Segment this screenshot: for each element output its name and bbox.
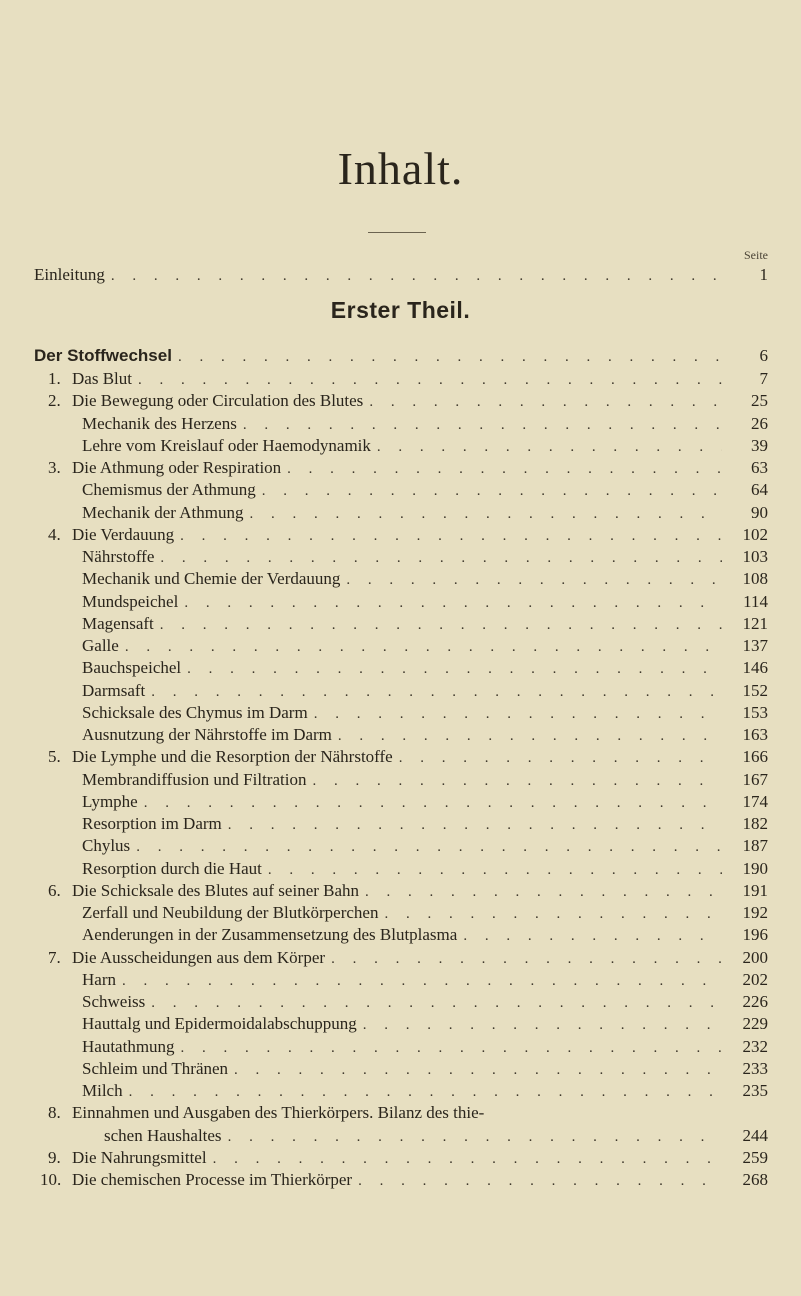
toc-entry-page: 192 <box>742 903 768 922</box>
leader-dots <box>111 265 722 287</box>
toc-entry[interactable] <box>82 902 768 924</box>
toc-entry-page: 152 <box>742 680 768 700</box>
toc-entry-label: Ausnutzung der Nährstoffe im Darm <box>82 725 332 744</box>
leader-dots <box>262 480 722 502</box>
leader-dots <box>178 346 722 368</box>
toc-section-page: 6 <box>759 346 768 365</box>
toc-entry-page: 64 <box>751 480 768 500</box>
toc-entry[interactable] <box>82 969 768 991</box>
toc-entry-continuation[interactable] <box>104 1125 768 1147</box>
leader-dots <box>129 1081 722 1103</box>
leader-dots <box>213 1148 722 1170</box>
toc-entry-page: 7 <box>759 369 768 388</box>
toc-entry-label: Das Blut <box>72 369 132 388</box>
toc-entry-page: 196 <box>742 925 768 945</box>
leader-dots <box>228 1126 722 1148</box>
toc-entry-number: 7. <box>48 947 61 967</box>
toc-entry-page: 26 <box>751 413 768 433</box>
toc-entry-label: Chemismus der Athmung <box>82 480 256 500</box>
toc-entry-label: Harn <box>82 969 116 989</box>
toc-entry-label: schen Haushaltes <box>104 1125 222 1145</box>
toc-entry[interactable] <box>82 502 768 524</box>
leader-dots <box>338 725 722 747</box>
toc-entry[interactable] <box>48 368 768 390</box>
toc-entry-label: Zerfall und Neubildung der Blutkörperchen <box>82 903 379 922</box>
toc-entry-page: 137 <box>742 636 768 655</box>
toc-entry[interactable] <box>82 657 768 679</box>
toc-entry-intro[interactable] <box>34 264 768 286</box>
toc-entry-label: Lymphe <box>82 791 138 811</box>
toc-entry-label: Membrandiffusion und Filtration <box>82 769 307 789</box>
toc-entry[interactable] <box>82 1058 768 1080</box>
toc-entry[interactable] <box>82 724 768 746</box>
leader-dots <box>144 792 722 814</box>
toc-entry-page: 187 <box>742 836 768 856</box>
leader-dots <box>312 770 722 792</box>
leader-dots <box>377 436 722 458</box>
toc-entry-page: 166 <box>742 747 768 767</box>
leader-dots <box>384 903 722 925</box>
page-column-label: Seite <box>744 248 768 262</box>
toc-entry[interactable] <box>82 835 768 857</box>
toc-entry-page: 232 <box>742 1036 768 1056</box>
toc-entry-label: Die Verdauung <box>72 524 175 544</box>
toc-entry[interactable] <box>48 1102 768 1124</box>
toc-entry[interactable] <box>48 1147 768 1169</box>
toc-entry[interactable] <box>82 435 768 457</box>
toc-entry-number: 8. <box>48 1103 61 1123</box>
leader-dots <box>358 1170 722 1192</box>
page-title: Inhalt. <box>337 143 464 194</box>
toc-entry-page: 167 <box>742 769 768 789</box>
toc-entry-page: 226 <box>742 992 768 1011</box>
toc-entry-label: Galle <box>82 636 119 655</box>
leader-dots <box>180 525 722 547</box>
toc-entry-label: Mechanik des Herzens <box>82 413 237 433</box>
toc-entry-number: 2. <box>48 391 61 411</box>
leader-dots <box>181 1037 722 1059</box>
toc-entry-label: Lehre vom Kreislauf oder Haemodynamik <box>82 435 371 455</box>
toc-entry-label: Milch <box>82 1081 123 1100</box>
leader-dots <box>125 636 722 658</box>
toc-entry-page: 174 <box>742 791 768 811</box>
leader-dots <box>331 948 722 970</box>
toc-entry-label: Mundspeichel <box>82 591 179 611</box>
toc-entry-page: 244 <box>742 1125 768 1145</box>
toc-entry-page: 114 <box>743 591 768 611</box>
toc-entry-number: 5. <box>48 747 61 767</box>
toc-entry-page: 202 <box>742 969 768 989</box>
toc-section-label: Der Stoffwechsel <box>34 346 172 365</box>
toc-entry-label: Resorption im Darm <box>82 814 222 833</box>
toc-entry[interactable] <box>82 702 768 724</box>
leader-dots <box>138 369 722 391</box>
toc-entry[interactable] <box>82 613 768 635</box>
toc-entry-page: 146 <box>742 658 768 678</box>
toc-entry[interactable] <box>48 880 768 902</box>
toc-entry[interactable] <box>82 591 768 613</box>
toc-entry-label: Die Athmung oder Respiration <box>72 458 282 477</box>
toc-entry-number: 6. <box>48 880 61 900</box>
toc-entry-label: Die chemischen Processe im Thierkörper <box>72 1170 353 1189</box>
toc-entry[interactable] <box>82 769 768 791</box>
toc-entry[interactable] <box>82 791 768 813</box>
toc-entry[interactable] <box>82 568 768 590</box>
leader-dots <box>365 881 722 903</box>
leader-dots <box>346 569 722 591</box>
toc-entry[interactable] <box>48 390 768 412</box>
toc-entry-label: Chylus <box>82 836 131 856</box>
toc-entry-page: 102 <box>742 524 768 544</box>
leader-dots <box>151 681 722 703</box>
toc-entry[interactable] <box>82 1013 768 1035</box>
leader-dots <box>184 592 722 614</box>
toc-entry-label: Hauttalg und Epidermoidalabschuppung <box>82 1014 357 1034</box>
toc-entry-page: 153 <box>742 702 768 722</box>
toc-entry-page: 190 <box>742 858 768 878</box>
toc-entry-label: Schweiss <box>82 992 146 1011</box>
toc-entry-page: 163 <box>742 725 768 744</box>
toc-entry-label: Die Bewegung oder Circulation des Blutes <box>72 391 364 411</box>
toc-entry-label: Mechanik und Chemie der Verdauung <box>82 569 341 589</box>
toc-entry-page: 63 <box>751 458 768 477</box>
leader-dots <box>249 503 722 525</box>
toc-entry[interactable] <box>82 1080 768 1102</box>
leader-dots <box>160 547 722 569</box>
leader-dots <box>122 970 722 992</box>
toc-entry-label: Schleim und Thränen <box>82 1058 229 1078</box>
toc-entry-number: 1. <box>48 369 61 388</box>
leader-dots <box>287 458 722 480</box>
leader-dots <box>268 859 722 881</box>
part-heading: Erster Theil. <box>330 297 471 323</box>
leader-dots <box>136 836 722 858</box>
toc-entry-label: Darmsaft <box>82 680 146 700</box>
leader-dots <box>363 1014 722 1036</box>
toc-entry-page: 1 <box>759 265 768 284</box>
toc-entry-page: 259 <box>742 1147 768 1167</box>
toc-entry-label: Resorption durch die Haut <box>82 858 262 878</box>
toc-entry-page: 200 <box>742 947 768 967</box>
toc-entry[interactable] <box>48 947 768 969</box>
toc-entry-number: 3. <box>48 458 61 477</box>
toc-entry-label: Schicksale des Chymus im Darm <box>82 702 308 722</box>
toc-entry[interactable] <box>82 413 768 435</box>
leader-dots <box>187 658 722 680</box>
toc-entry[interactable] <box>40 1169 768 1191</box>
toc-entry-page: 25 <box>751 391 768 411</box>
toc-entry-number: 4. <box>48 524 61 544</box>
toc-section-stoffwechsel[interactable] <box>34 345 768 367</box>
toc-entry-page: 108 <box>742 569 768 589</box>
toc-entry-number: 10. <box>40 1170 62 1189</box>
toc-entry[interactable] <box>48 746 768 768</box>
toc-entry-label: Mechanik der Athmung <box>82 502 244 522</box>
leader-dots <box>314 703 722 725</box>
toc-entry[interactable] <box>48 457 768 479</box>
toc-entry-label: Die Lymphe und die Resorption der Nährstoffe <box>72 747 393 767</box>
leader-dots <box>243 414 722 436</box>
leader-dots <box>463 925 722 947</box>
toc-entry[interactable] <box>82 1036 768 1058</box>
leader-dots <box>399 747 722 769</box>
toc-entry-label: Hautathmung <box>82 1036 175 1056</box>
leader-dots <box>369 391 722 413</box>
toc-entry[interactable] <box>82 680 768 702</box>
toc-entry[interactable] <box>82 991 768 1013</box>
toc-entry-page: 90 <box>751 502 768 522</box>
toc-entry-page: 182 <box>742 814 768 833</box>
leader-dots <box>234 1059 722 1081</box>
toc-entry[interactable] <box>82 546 768 568</box>
toc-entry-label: Nährstoffe <box>82 547 155 566</box>
toc-entry-label: Aenderungen in der Zusammensetzung des Blutplasma <box>82 925 458 945</box>
toc-entry-label: Die Schicksale des Blutes auf seiner Bahn <box>72 880 360 900</box>
toc-entry-page: 268 <box>742 1170 768 1189</box>
toc-entry-page: 229 <box>742 1014 768 1034</box>
toc-entry-page: 235 <box>742 1081 768 1100</box>
toc-entry-page: 103 <box>742 547 768 566</box>
toc-entry[interactable] <box>48 524 768 546</box>
toc-entry-label: Einnahmen und Ausgaben des Thierkörpers. Bilanz des thie- <box>72 1103 485 1123</box>
toc-entry-page: 121 <box>742 613 768 633</box>
leader-dots <box>160 614 722 636</box>
toc-entry[interactable] <box>82 813 768 835</box>
toc-entry-page: 191 <box>742 880 768 900</box>
title-divider <box>368 232 426 233</box>
toc-entry-label: Bauchspeichel <box>82 658 182 678</box>
leader-dots <box>151 992 722 1014</box>
toc-entry-label: Die Nahrungsmittel <box>72 1147 207 1167</box>
toc-entry-label: Magensaft <box>82 613 154 633</box>
toc-entry-page: 39 <box>751 435 768 455</box>
toc-entry-label: Einleitung <box>34 265 105 284</box>
toc-entry[interactable] <box>82 479 768 501</box>
toc-entry-number: 9. <box>48 1147 61 1167</box>
toc-entry-label: Die Ausscheidungen aus dem Körper <box>72 947 326 967</box>
toc-entry[interactable] <box>82 635 768 657</box>
leader-dots <box>228 814 722 836</box>
toc-entry-page: 233 <box>742 1058 768 1078</box>
toc-entry[interactable] <box>82 858 768 880</box>
toc-entry[interactable] <box>82 924 768 946</box>
